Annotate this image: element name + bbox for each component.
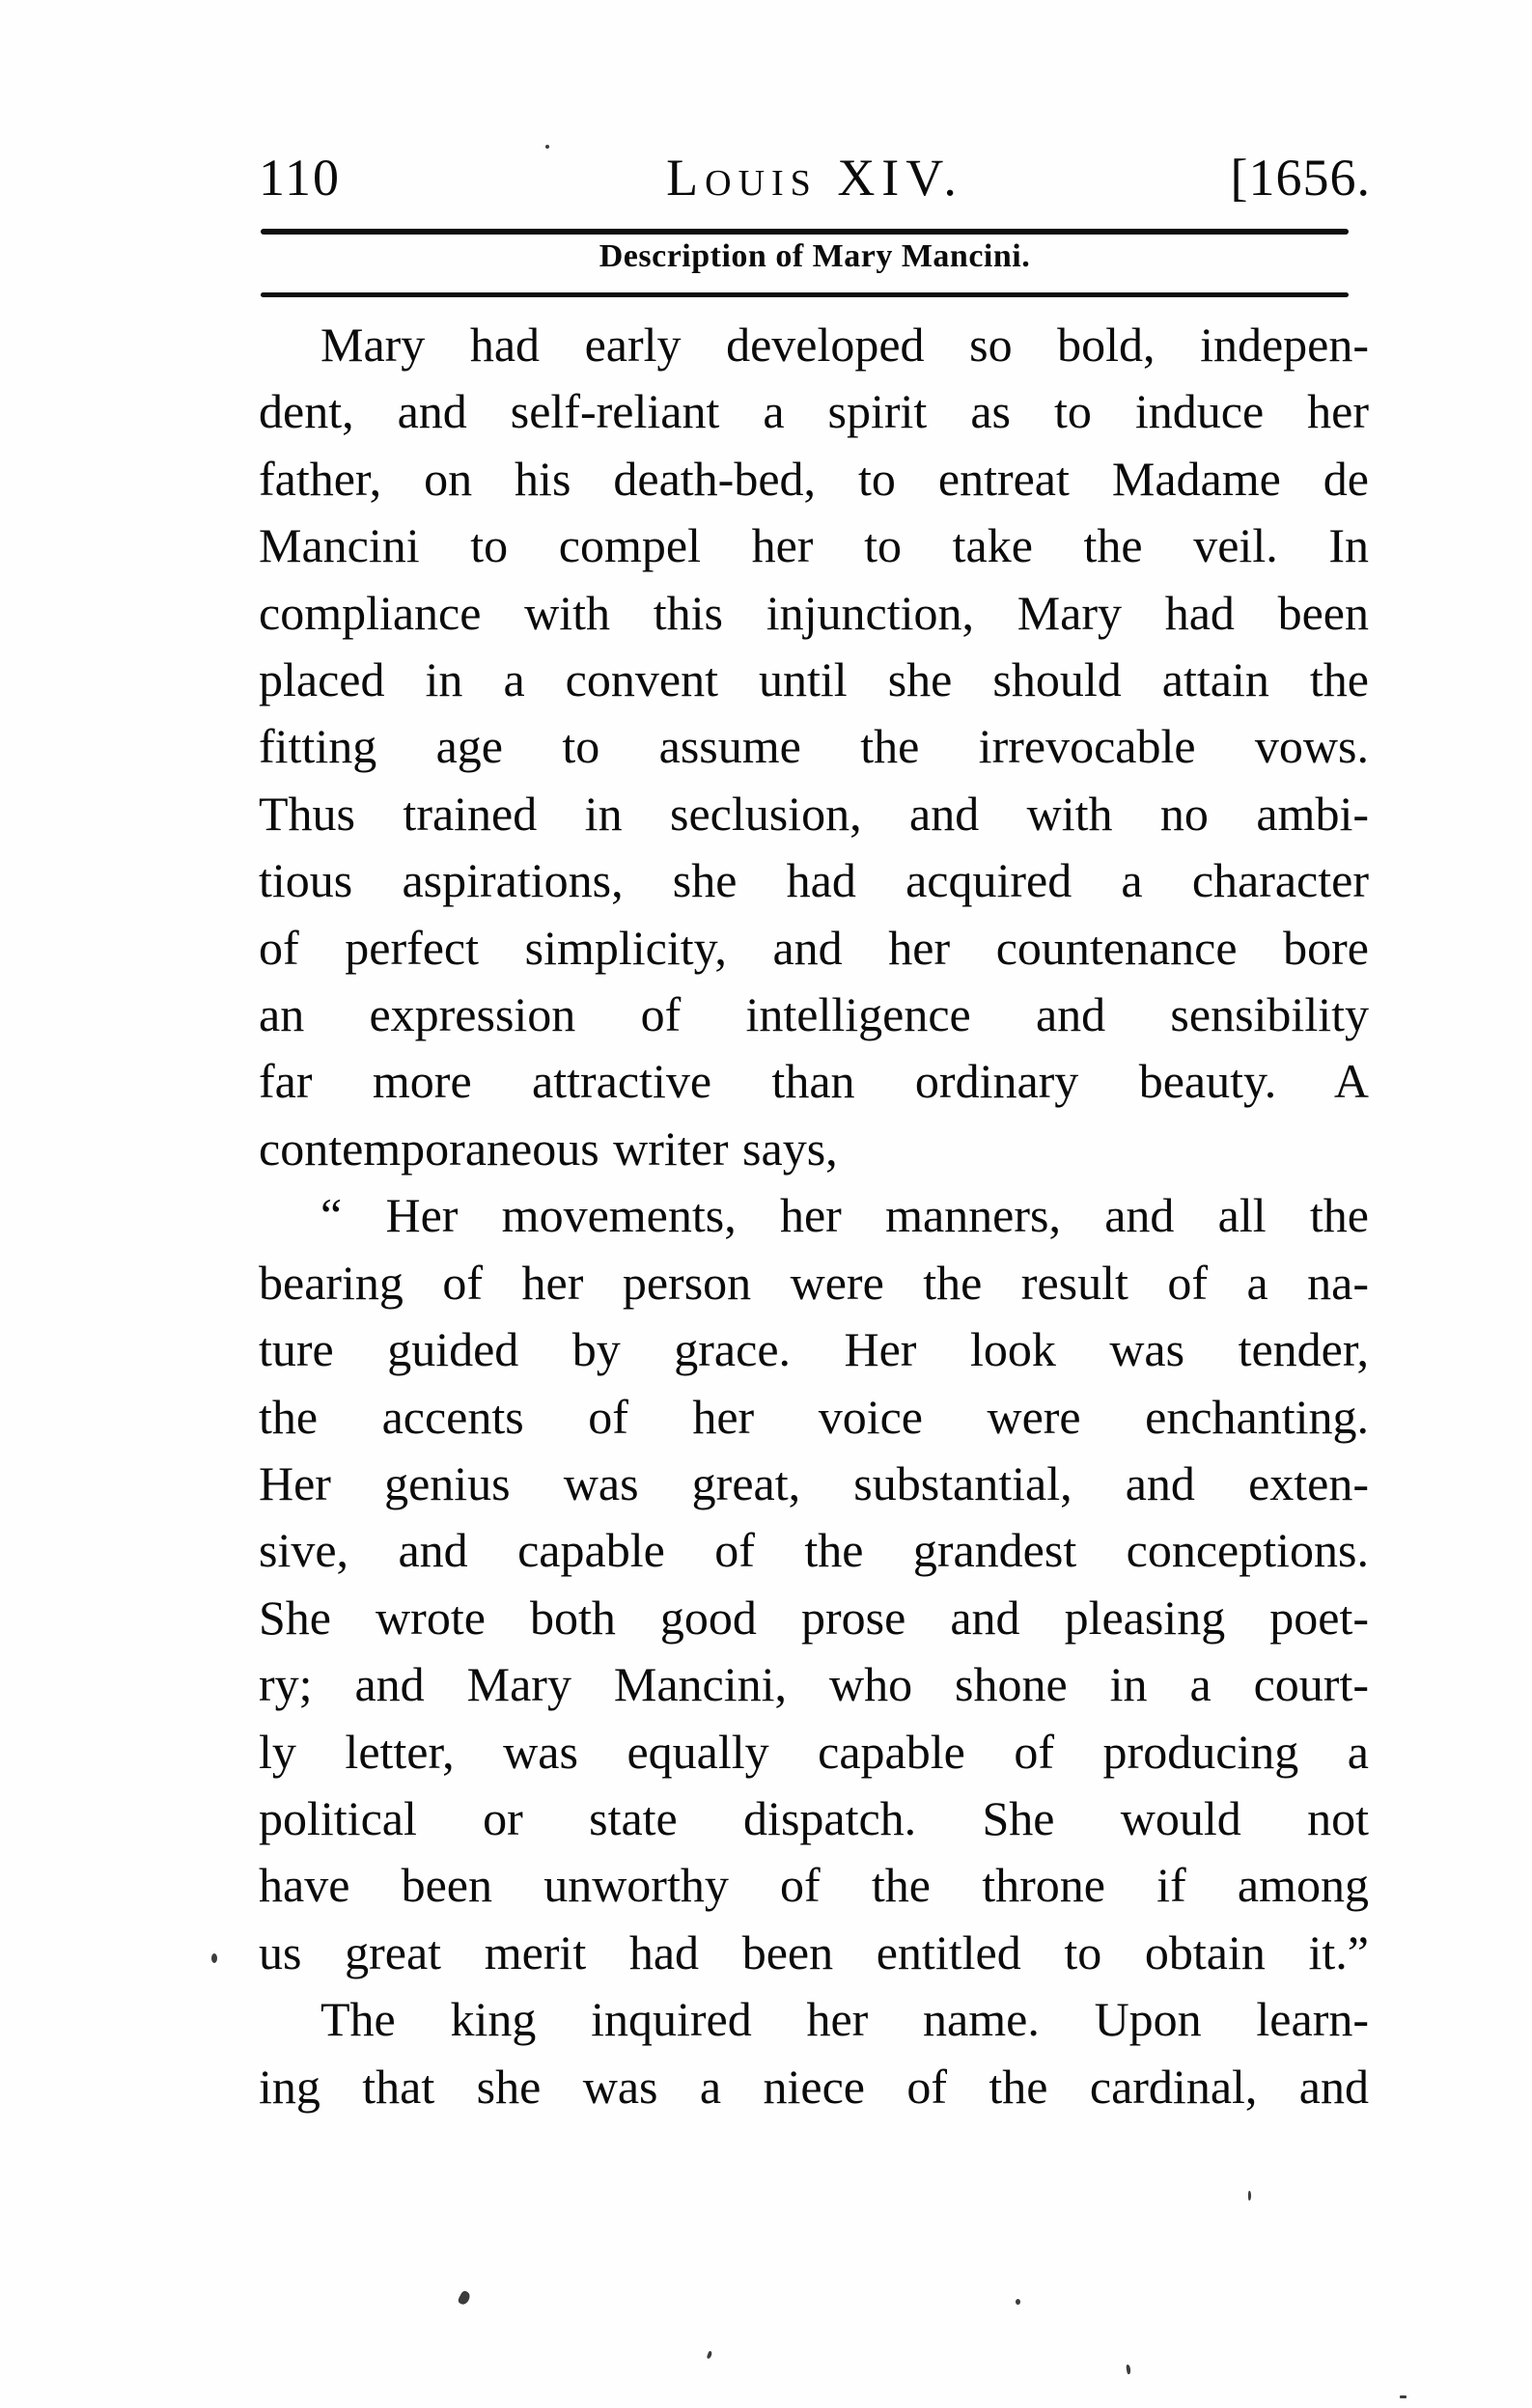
text-line: sive, and capable of the grandest conceptions. [259, 1523, 1369, 1578]
text-line: contemporaneous writer says, [259, 1121, 838, 1176]
text-line: far more attractive than ordinary beauty. A [259, 1054, 1369, 1109]
text-line: ture guided by grace. Her look was tender, [259, 1322, 1369, 1377]
text-line: The king inquired her name. Upon learn- [320, 1992, 1369, 2047]
text-line: of perfect simplicity, and her countenance bore [259, 920, 1369, 975]
text-line: Her genius was great, substantial, and exten- [259, 1455, 1369, 1510]
text-line: Thus trained in seclusion, and with no ambi- [259, 786, 1369, 841]
year-marker: [1656. [1230, 149, 1371, 207]
text-line: fitting age to assume the irrevocable vows. [259, 719, 1369, 774]
ink-speck [707, 2351, 712, 2360]
text-line: compliance with this injunction, Mary had been [259, 585, 1369, 640]
ink-speck [1016, 2299, 1020, 2305]
horizontal-rule-top [261, 229, 1349, 235]
running-title: Louis XIV. [666, 149, 963, 207]
text-line: political or state dispatch. She would not [259, 1790, 1369, 1845]
text-line: ly letter, was equally capable of producing a [259, 1724, 1369, 1779]
text-line: ing that she was a niece of the cardinal, and [259, 2059, 1369, 2114]
body-text [259, 312, 1369, 2120]
text-line: placed in a convent until she should attain the [259, 652, 1369, 707]
ink-speck [545, 145, 549, 149]
text-line: Mary had early developed so bold, indepen- [320, 318, 1369, 372]
ink-speck [1248, 2191, 1251, 2200]
text-line: us great merit had been entitled to obtain it.” [259, 1924, 1369, 1979]
text-line: Mancini to compel her to take the veil. In [259, 518, 1369, 573]
text-line: “ Her movements, her manners, and all the [320, 1188, 1369, 1243]
section-title: Description of Mary Mancini. [599, 238, 1031, 274]
text-line: ry; and Mary Mancini, who shone in a court- [259, 1657, 1369, 1712]
text-line: have been unworthy of the throne if among [259, 1858, 1369, 1913]
text-line: the accents of her voice were enchanting. [259, 1389, 1369, 1444]
text-line: tious aspirations, she had acquired a character [259, 853, 1369, 908]
ink-speck [457, 2289, 471, 2306]
horizontal-rule-bottom [261, 292, 1349, 297]
text-line: bearing of her person were the result of a na- [259, 1255, 1369, 1310]
text-line: dent, and self-reliant a spirit as to induce her [259, 384, 1369, 439]
text-line: She wrote both good prose and pleasing poet- [259, 1590, 1369, 1645]
text-line: an expression of intelligence and sensibility [259, 987, 1369, 1042]
text-line: father, on his death-bed, to entreat Madame de [259, 451, 1369, 506]
page-number: 110 [259, 149, 341, 207]
ink-speck [1400, 2395, 1407, 2398]
ink-speck [1126, 2365, 1130, 2374]
page-header [259, 148, 1371, 215]
ink-speck [211, 1953, 217, 1963]
